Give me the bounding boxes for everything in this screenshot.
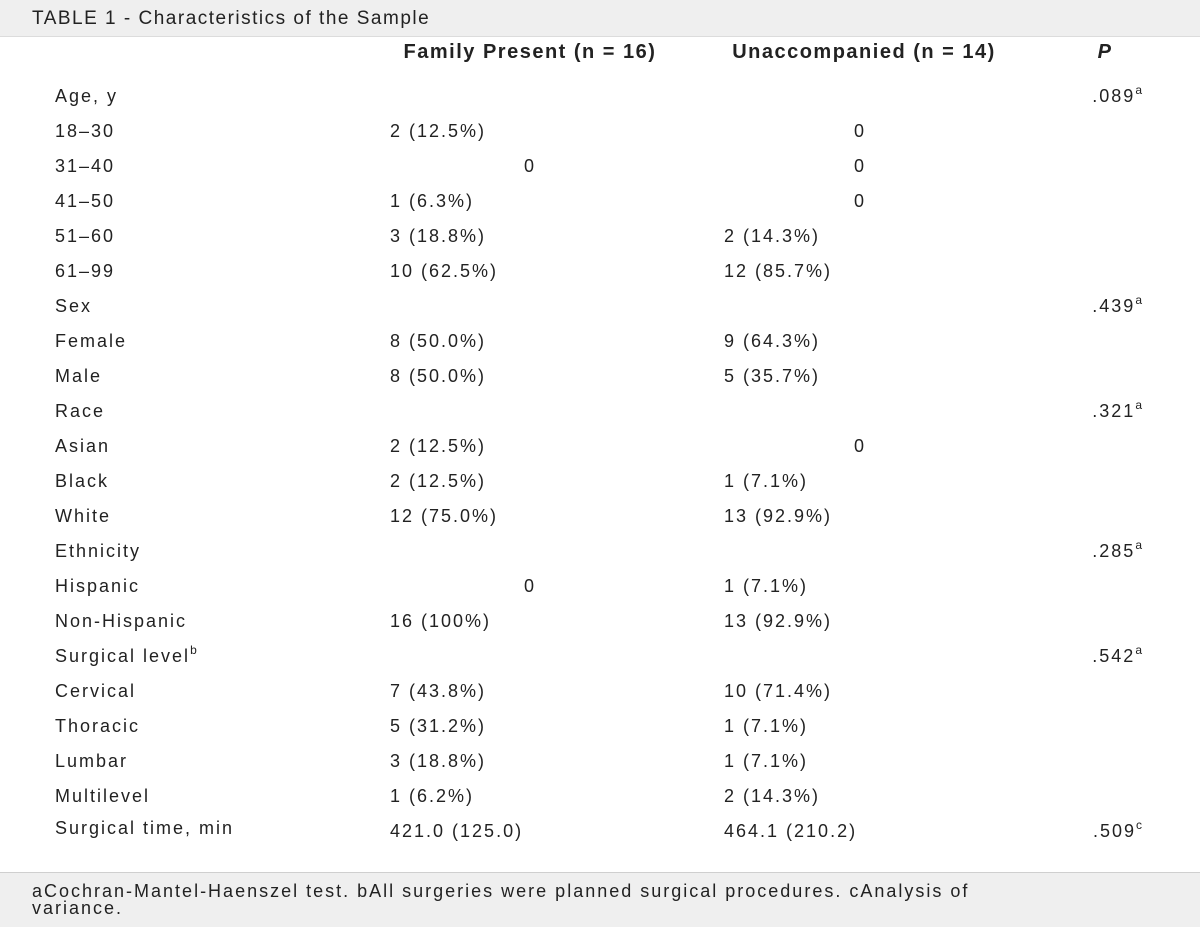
cell-family-present: 2 (12.5%) <box>390 436 487 456</box>
cell-family-present: 3 (18.8%) <box>390 226 487 246</box>
p-value-text: .285 <box>1092 541 1136 561</box>
row-label-text: Race <box>55 401 106 421</box>
row-label <box>55 541 141 562</box>
row-label-text: 61–99 <box>55 261 116 281</box>
row-label-text: Hispanic <box>55 576 141 596</box>
cell-unaccompanied: 12 (85.7%) <box>724 261 833 281</box>
table-row <box>0 360 1200 395</box>
cell-unaccompanied: 9 (64.3%) <box>724 331 821 351</box>
row-label <box>55 506 111 527</box>
row-label-text: Multilevel <box>55 786 151 806</box>
cell-unaccompanied: 1 (7.1%) <box>724 471 809 491</box>
cell-unaccompanied: 13 (92.9%) <box>724 611 833 631</box>
table-footnote: aCochran-Mantel-Haenszel test. bAll surgeries were planned surgical procedures. cAnalysis of variance. <box>32 881 970 918</box>
table-row <box>0 675 1200 710</box>
p-value-text: .089 <box>1092 86 1136 106</box>
table-row <box>0 500 1200 535</box>
p-footnote-marker: a <box>1135 643 1144 657</box>
cell-unaccompanied: 0 <box>853 191 866 211</box>
cell-unaccompanied: 2 (14.3%) <box>724 786 821 806</box>
table-row <box>0 185 1200 220</box>
row-label <box>55 226 115 247</box>
row-label-text: Black <box>55 471 110 491</box>
table-row <box>0 150 1200 185</box>
row-label <box>55 331 127 352</box>
cell-family-present: 5 (31.2%) <box>390 716 487 736</box>
cell-p-value <box>1092 83 1144 107</box>
row-label-text: Lumbar <box>55 751 129 771</box>
table-footer <box>0 872 1200 927</box>
p-footnote-marker: c <box>1136 818 1144 832</box>
row-label-text: Cervical <box>55 681 137 701</box>
table-row <box>0 780 1200 815</box>
row-label <box>55 786 150 807</box>
cell-unaccompanied: 1 (7.1%) <box>724 576 809 596</box>
row-label <box>55 401 105 422</box>
row-label-text: Surgical level <box>55 646 191 666</box>
row-label <box>55 261 115 282</box>
cell-family-present: 10 (62.5%) <box>390 261 499 281</box>
table-row <box>0 220 1200 255</box>
row-label <box>55 86 118 107</box>
row-label-text: 18–30 <box>55 121 116 141</box>
row-label <box>55 436 110 457</box>
row-label <box>55 121 115 142</box>
row-label <box>55 751 128 772</box>
p-footnote-marker: a <box>1135 293 1144 307</box>
cell-unaccompanied: 2 (14.3%) <box>724 226 821 246</box>
cell-p-value <box>1092 293 1144 317</box>
cell-p-value <box>1092 538 1144 562</box>
row-label-text: Thoracic <box>55 716 141 736</box>
cell-unaccompanied: 1 (7.1%) <box>724 716 809 736</box>
table-row <box>0 465 1200 500</box>
row-label <box>55 366 102 387</box>
cell-unaccompanied: 13 (92.9%) <box>724 506 833 526</box>
cell-family-present: 8 (50.0%) <box>390 366 487 386</box>
row-label <box>55 156 115 177</box>
table-row <box>0 255 1200 290</box>
cell-family-present: 1 (6.2%) <box>390 786 475 806</box>
header-unaccompanied: Unaccompanied (n = 14) <box>732 41 996 63</box>
row-label-text: 41–50 <box>55 191 116 211</box>
row-label-text: Male <box>55 366 103 386</box>
cell-unaccompanied: 464.1 (210.2) <box>724 821 858 841</box>
cell-unaccompanied: 0 <box>853 121 866 141</box>
row-label <box>55 191 115 212</box>
row-label-text: Ethnicity <box>55 541 142 561</box>
cell-family-present: 16 (100%) <box>390 611 492 631</box>
cell-unaccompanied: 5 (35.7%) <box>724 366 821 386</box>
p-value-text: .439 <box>1092 296 1136 316</box>
p-value-text: .542 <box>1092 646 1136 666</box>
header-family-present: Family Present (n = 16) <box>403 41 657 63</box>
cell-family-present: 2 (12.5%) <box>390 471 487 491</box>
table-row <box>0 605 1200 640</box>
row-label-text: Sex <box>55 296 93 316</box>
cell-unaccompanied: 0 <box>853 436 866 456</box>
table-row <box>0 570 1200 605</box>
cell-p-value <box>1092 818 1144 842</box>
table-row <box>0 640 1200 675</box>
table-title: TABLE 1 - Characteristics of the Sample <box>32 8 431 29</box>
table-row <box>0 535 1200 570</box>
p-footnote-marker: a <box>1135 538 1144 552</box>
header-p-value: P <box>1097 41 1113 63</box>
row-label <box>55 643 199 667</box>
row-label <box>55 471 109 492</box>
cell-family-present: 0 <box>523 156 536 176</box>
row-label <box>55 681 136 702</box>
row-label <box>55 576 140 597</box>
p-footnote-marker: a <box>1135 398 1144 412</box>
cell-family-present: 3 (18.8%) <box>390 751 487 771</box>
row-label-text: Asian <box>55 436 111 456</box>
p-value-text: .321 <box>1092 401 1136 421</box>
cell-family-present: 0 <box>523 576 536 596</box>
table-row <box>0 430 1200 465</box>
cell-unaccompanied: 0 <box>853 156 866 176</box>
row-label-text: Non-Hispanic <box>55 611 188 631</box>
p-value-text: .509 <box>1092 821 1136 841</box>
cell-p-value <box>1092 398 1144 422</box>
cell-family-present: 7 (43.8%) <box>390 681 487 701</box>
cell-family-present: 12 (75.0%) <box>390 506 499 526</box>
row-label-text: Age, y <box>55 86 119 106</box>
table-row <box>0 290 1200 325</box>
title-bar <box>0 0 1200 37</box>
table-row <box>0 115 1200 150</box>
p-footnote-marker: a <box>1135 83 1144 97</box>
cell-p-value <box>1092 643 1144 667</box>
cell-family-present: 421.0 (125.0) <box>390 821 524 841</box>
cell-family-present: 2 (12.5%) <box>390 121 487 141</box>
cell-unaccompanied: 10 (71.4%) <box>724 681 833 701</box>
table-row <box>0 745 1200 780</box>
table-row <box>0 395 1200 430</box>
table-row <box>0 80 1200 115</box>
row-label <box>55 611 187 632</box>
table-row <box>0 710 1200 745</box>
table-body <box>0 80 1200 860</box>
label-footnote-marker: b <box>190 643 199 657</box>
row-label <box>55 716 140 737</box>
row-label-text: 31–40 <box>55 156 116 176</box>
cell-family-present: 1 (6.3%) <box>390 191 475 211</box>
row-label-text: White <box>55 506 112 526</box>
table-row <box>0 325 1200 360</box>
row-label <box>55 818 305 838</box>
cell-family-present: 8 (50.0%) <box>390 331 487 351</box>
row-label <box>55 296 92 317</box>
row-label-text: 51–60 <box>55 226 116 246</box>
row-label-text: Surgical time, min <box>55 818 235 838</box>
table-row <box>0 815 1200 860</box>
cell-unaccompanied: 1 (7.1%) <box>724 751 809 771</box>
row-label-text: Female <box>55 331 128 351</box>
